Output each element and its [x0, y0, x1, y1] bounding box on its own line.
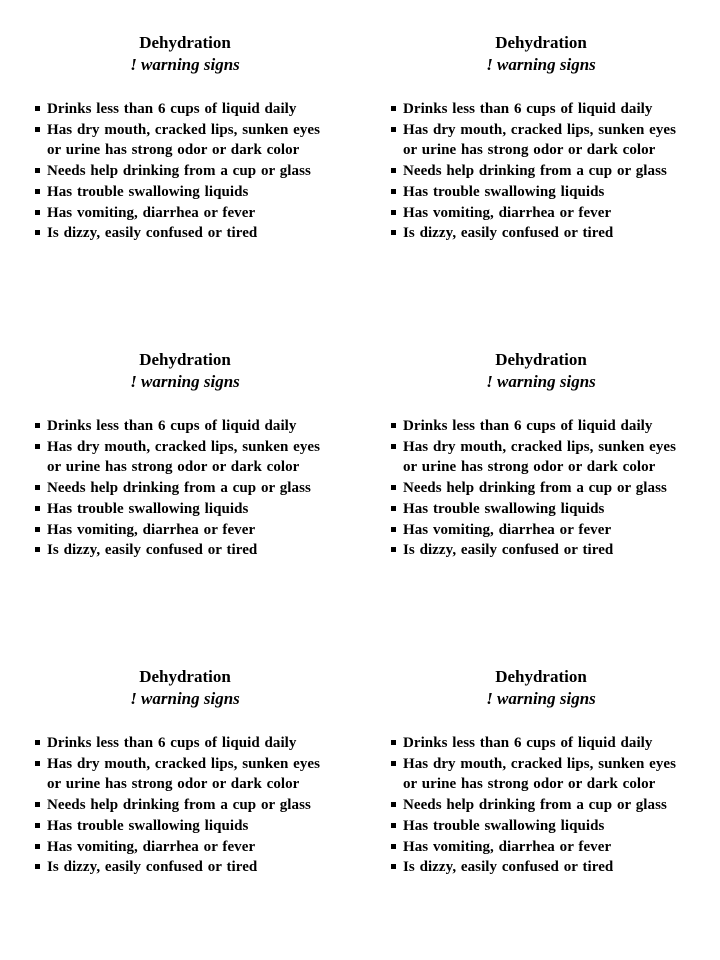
square-bullet-icon	[391, 864, 396, 869]
sign-text: Has trouble swallowing liquids	[403, 817, 605, 834]
list-item	[391, 223, 691, 244]
square-bullet-icon	[35, 844, 40, 849]
warning-signs-list	[35, 99, 335, 244]
sign-text: Has trouble swallowing liquids	[403, 500, 605, 517]
card-subtitle: ! warning signs	[130, 372, 240, 391]
card-title: Dehydration	[139, 667, 231, 686]
square-bullet-icon	[35, 547, 40, 552]
sign-text: Has dry mouth, cracked lips, sunken eyes or urine has strong odor or dark color	[47, 438, 321, 476]
square-bullet-icon	[391, 127, 396, 132]
list-item	[35, 499, 335, 520]
sign-text: Has dry mouth, cracked lips, sunken eyes or urine has strong odor or dark color	[47, 121, 321, 159]
card-subtitle: ! warning signs	[486, 55, 596, 74]
square-bullet-icon	[35, 485, 40, 490]
list-item	[391, 416, 691, 437]
list-item	[391, 182, 691, 203]
list-item	[35, 540, 335, 561]
list-item	[391, 120, 691, 161]
sign-text: Needs help drinking from a cup or glass	[403, 480, 667, 497]
list-item	[35, 120, 335, 161]
card-subtitle: ! warning signs	[130, 689, 240, 708]
square-bullet-icon	[391, 230, 396, 235]
sign-text: Has trouble swallowing liquids	[47, 183, 249, 200]
list-item	[391, 540, 691, 561]
sign-text: Has dry mouth, cracked lips, sunken eyes or urine has strong odor or dark color	[403, 755, 677, 793]
square-bullet-icon	[35, 210, 40, 215]
warning-card-6	[391, 636, 691, 896]
sign-text: Drinks less than 6 cups of liquid daily	[403, 101, 653, 117]
sign-text: Has dry mouth, cracked lips, sunken eyes or urine has strong odor or dark color	[47, 755, 321, 793]
square-bullet-icon	[35, 189, 40, 194]
list-item	[391, 733, 691, 754]
card-title: Dehydration	[495, 33, 587, 52]
warning-card-1	[35, 2, 335, 262]
sign-text: Has trouble swallowing liquids	[403, 183, 605, 200]
list-item	[35, 416, 335, 437]
sign-text: Has vomiting, diarrhea or fever	[403, 204, 612, 221]
sign-text: Is dizzy, easily confused or tired	[47, 542, 258, 559]
list-item	[35, 437, 335, 478]
square-bullet-icon	[391, 844, 396, 849]
square-bullet-icon	[391, 506, 396, 511]
list-item	[391, 161, 691, 182]
list-item	[391, 837, 691, 858]
list-item	[35, 182, 335, 203]
square-bullet-icon	[391, 168, 396, 173]
list-item	[35, 754, 335, 795]
square-bullet-icon	[35, 823, 40, 828]
square-bullet-icon	[391, 802, 396, 807]
square-bullet-icon	[391, 527, 396, 532]
sign-text: Has trouble swallowing liquids	[47, 817, 249, 834]
list-item	[35, 857, 335, 878]
sign-text: Has vomiting, diarrhea or fever	[47, 521, 256, 538]
sign-text: Is dizzy, easily confused or tired	[403, 542, 614, 559]
sign-text: Needs help drinking from a cup or glass	[47, 797, 311, 814]
sign-text: Is dizzy, easily confused or tired	[403, 859, 614, 876]
list-item	[391, 795, 691, 816]
list-item	[35, 223, 335, 244]
sign-text: Is dizzy, easily confused or tired	[403, 225, 614, 242]
sign-text: Drinks less than 6 cups of liquid daily	[403, 418, 653, 434]
square-bullet-icon	[391, 210, 396, 215]
square-bullet-icon	[391, 444, 396, 449]
list-item	[35, 837, 335, 858]
square-bullet-icon	[35, 740, 40, 745]
square-bullet-icon	[391, 740, 396, 745]
warning-card-4	[391, 319, 691, 579]
warning-card-3	[35, 319, 335, 579]
card-title: Dehydration	[139, 33, 231, 52]
sign-text: Has trouble swallowing liquids	[47, 500, 249, 517]
warning-signs-list	[35, 416, 335, 561]
list-item	[35, 816, 335, 837]
sign-text: Needs help drinking from a cup or glass	[47, 480, 311, 497]
warning-signs-list	[391, 416, 691, 561]
card-subtitle: ! warning signs	[486, 689, 596, 708]
square-bullet-icon	[35, 864, 40, 869]
sign-text: Needs help drinking from a cup or glass	[47, 163, 311, 180]
list-item	[391, 437, 691, 478]
list-item	[391, 520, 691, 541]
sign-text: Has dry mouth, cracked lips, sunken eyes or urine has strong odor or dark color	[403, 438, 677, 476]
square-bullet-icon	[35, 168, 40, 173]
card-subtitle: ! warning signs	[130, 55, 240, 74]
square-bullet-icon	[391, 547, 396, 552]
list-item	[35, 733, 335, 754]
sign-text: Drinks less than 6 cups of liquid daily	[47, 418, 297, 434]
square-bullet-icon	[35, 506, 40, 511]
list-item	[35, 99, 335, 120]
list-item	[35, 520, 335, 541]
square-bullet-icon	[35, 127, 40, 132]
square-bullet-icon	[35, 527, 40, 532]
sign-text: Needs help drinking from a cup or glass	[403, 163, 667, 180]
square-bullet-icon	[391, 485, 396, 490]
sign-text: Has dry mouth, cracked lips, sunken eyes or urine has strong odor or dark color	[403, 121, 677, 159]
list-item	[391, 816, 691, 837]
list-item	[391, 478, 691, 499]
card-subtitle: ! warning signs	[486, 372, 596, 391]
square-bullet-icon	[35, 423, 40, 428]
list-item	[391, 857, 691, 878]
square-bullet-icon	[391, 761, 396, 766]
sign-text: Drinks less than 6 cups of liquid daily	[403, 735, 653, 751]
sign-text: Has vomiting, diarrhea or fever	[403, 521, 612, 538]
sign-text: Has vomiting, diarrhea or fever	[47, 204, 256, 221]
list-item	[391, 754, 691, 795]
sign-text: Drinks less than 6 cups of liquid daily	[47, 101, 297, 117]
card-title: Dehydration	[495, 350, 587, 369]
sign-text: Needs help drinking from a cup or glass	[403, 797, 667, 814]
list-item	[391, 499, 691, 520]
warning-signs-list	[391, 733, 691, 878]
list-item	[35, 478, 335, 499]
list-item	[35, 795, 335, 816]
sign-text: Drinks less than 6 cups of liquid daily	[47, 735, 297, 751]
list-item	[391, 99, 691, 120]
square-bullet-icon	[35, 761, 40, 766]
sign-text: Has vomiting, diarrhea or fever	[403, 838, 612, 855]
square-bullet-icon	[35, 802, 40, 807]
square-bullet-icon	[35, 444, 40, 449]
warning-card-2	[391, 2, 691, 262]
square-bullet-icon	[391, 189, 396, 194]
square-bullet-icon	[391, 423, 396, 428]
square-bullet-icon	[35, 230, 40, 235]
sign-text: Has vomiting, diarrhea or fever	[47, 838, 256, 855]
card-title: Dehydration	[139, 350, 231, 369]
square-bullet-icon	[391, 106, 396, 111]
list-item	[391, 203, 691, 224]
warning-signs-list	[35, 733, 335, 878]
warning-card-5	[35, 636, 335, 896]
warning-signs-list	[391, 99, 691, 244]
square-bullet-icon	[35, 106, 40, 111]
card-title: Dehydration	[495, 667, 587, 686]
list-item	[35, 161, 335, 182]
sign-text: Is dizzy, easily confused or tired	[47, 225, 258, 242]
square-bullet-icon	[391, 823, 396, 828]
list-item	[35, 203, 335, 224]
sign-text: Is dizzy, easily confused or tired	[47, 859, 258, 876]
